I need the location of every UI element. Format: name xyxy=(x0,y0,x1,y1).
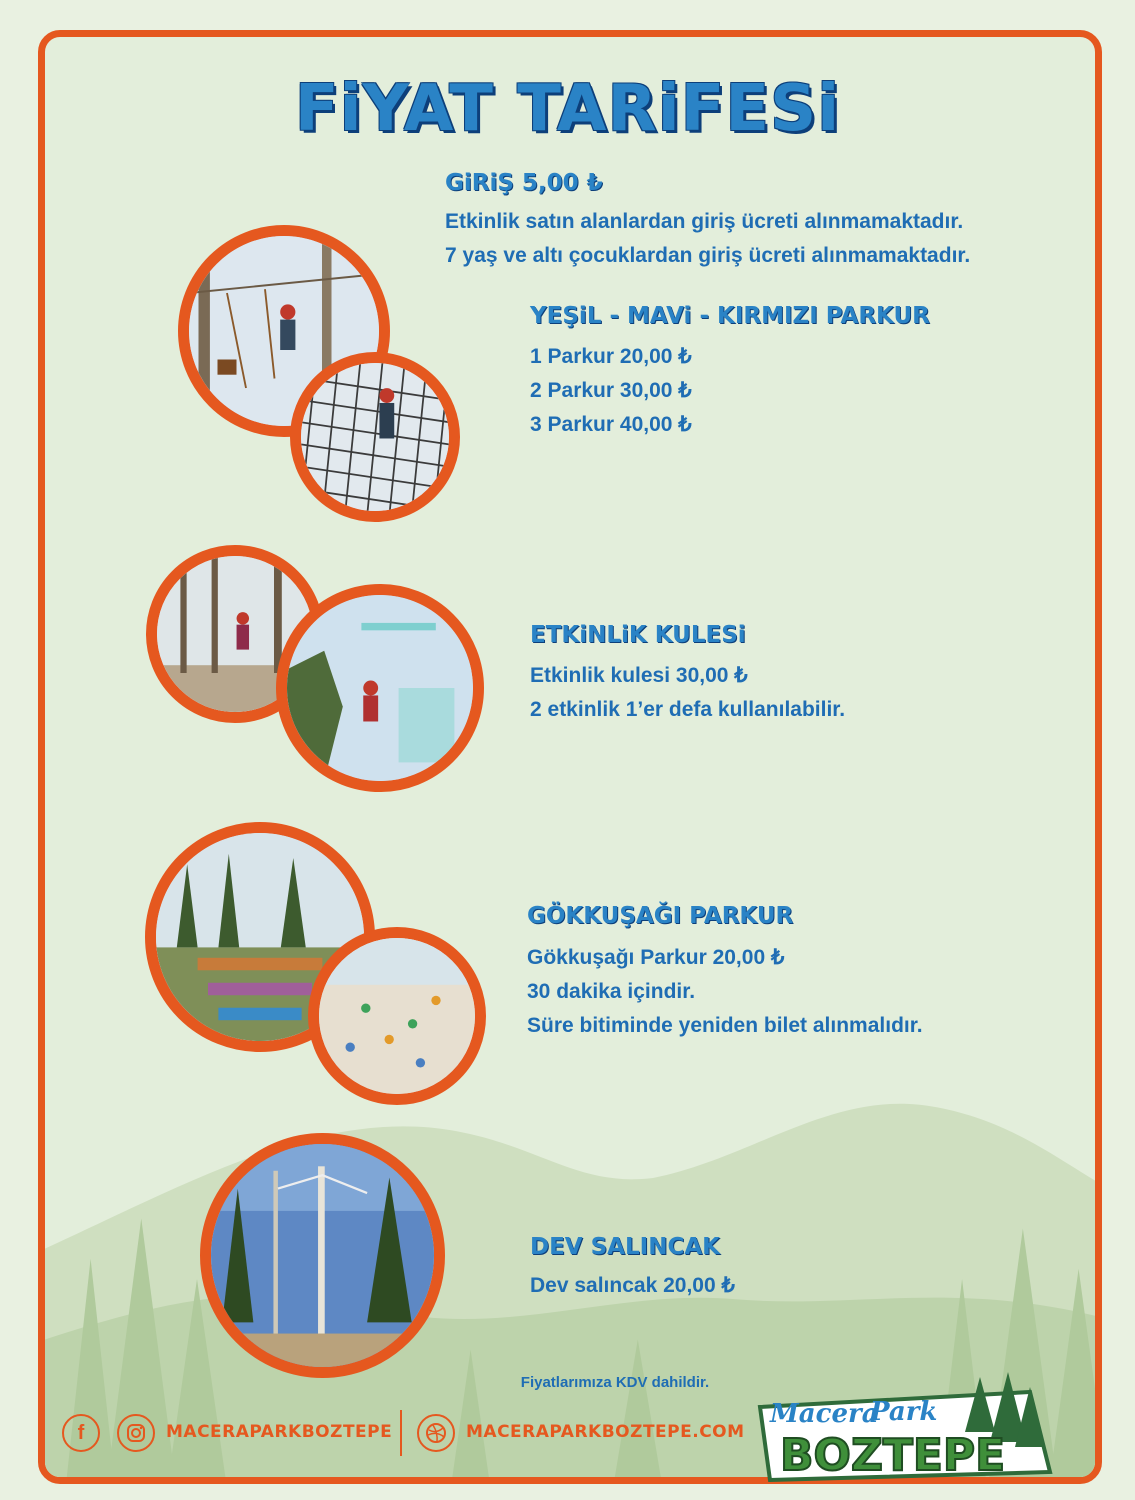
climbing-wall-photo xyxy=(308,927,486,1105)
entrance-line-2: 7 yaş ve altı çocuklardan giriş ücreti alınmamaktadır. xyxy=(445,244,971,267)
parkur-price-2: 2 Parkur 30,00 ₺ xyxy=(530,379,692,402)
svg-text:BOZTEPE: BOZTEPE xyxy=(780,1430,1006,1481)
parkur-price-3: 3 Parkur 40,00 ₺ xyxy=(530,413,692,436)
rainbow-price: Gökkuşağı Parkur 20,00 ₺ xyxy=(527,946,785,969)
parkur-price-1: 1 Parkur 20,00 ₺ xyxy=(530,345,692,368)
social-handle[interactable]: MACERAPARKBOZTEPE xyxy=(166,1422,393,1442)
entrance-line-1: Etkinlik satın alanlardan giriş ücreti alınmamaktadır. xyxy=(445,210,964,233)
rainbow-duration: 30 dakika içindir. xyxy=(527,980,696,1003)
page-title: FiYAT TARiFESi xyxy=(294,72,841,146)
footer-divider xyxy=(400,1410,402,1456)
svg-text:Macera: Macera xyxy=(770,1399,879,1429)
giant-swing-photo xyxy=(200,1133,445,1378)
entrance-heading: GiRiŞ 5,00 ₺ xyxy=(445,170,603,196)
cargo-net-photo xyxy=(290,352,460,522)
tower-price: Etkinlik kulesi 30,00 ₺ xyxy=(530,664,748,687)
activity-tower-photo xyxy=(276,584,484,792)
macera-park-boztepe-logo xyxy=(740,1372,1060,1482)
vat-note: Fiyatlarımıza KDV dahildir. xyxy=(520,1374,710,1391)
rainbow-note: Süre bitiminde yeniden bilet alınmalıdır. xyxy=(527,1014,923,1037)
section-heading-swing: DEV SALINCAK xyxy=(530,1234,720,1260)
web-icon[interactable] xyxy=(417,1414,455,1452)
tower-note: 2 etkinlik 1’er defa kullanılabilir. xyxy=(530,698,846,721)
website-link[interactable]: MACERAPARKBOZTEPE.COM xyxy=(466,1422,745,1442)
section-heading-parkur: YEŞiL - MAVi - KIRMIZI PARKUR xyxy=(530,303,930,329)
facebook-icon[interactable]: f xyxy=(62,1414,100,1452)
swing-price: Dev salıncak 20,00 ₺ xyxy=(530,1274,735,1297)
section-heading-rainbow: GÖKKUŞAĞI PARKUR xyxy=(527,903,794,929)
section-heading-tower: ETKiNLiK KULESi xyxy=(530,622,746,648)
instagram-icon[interactable] xyxy=(117,1414,155,1452)
svg-text:Park: Park xyxy=(870,1397,938,1427)
